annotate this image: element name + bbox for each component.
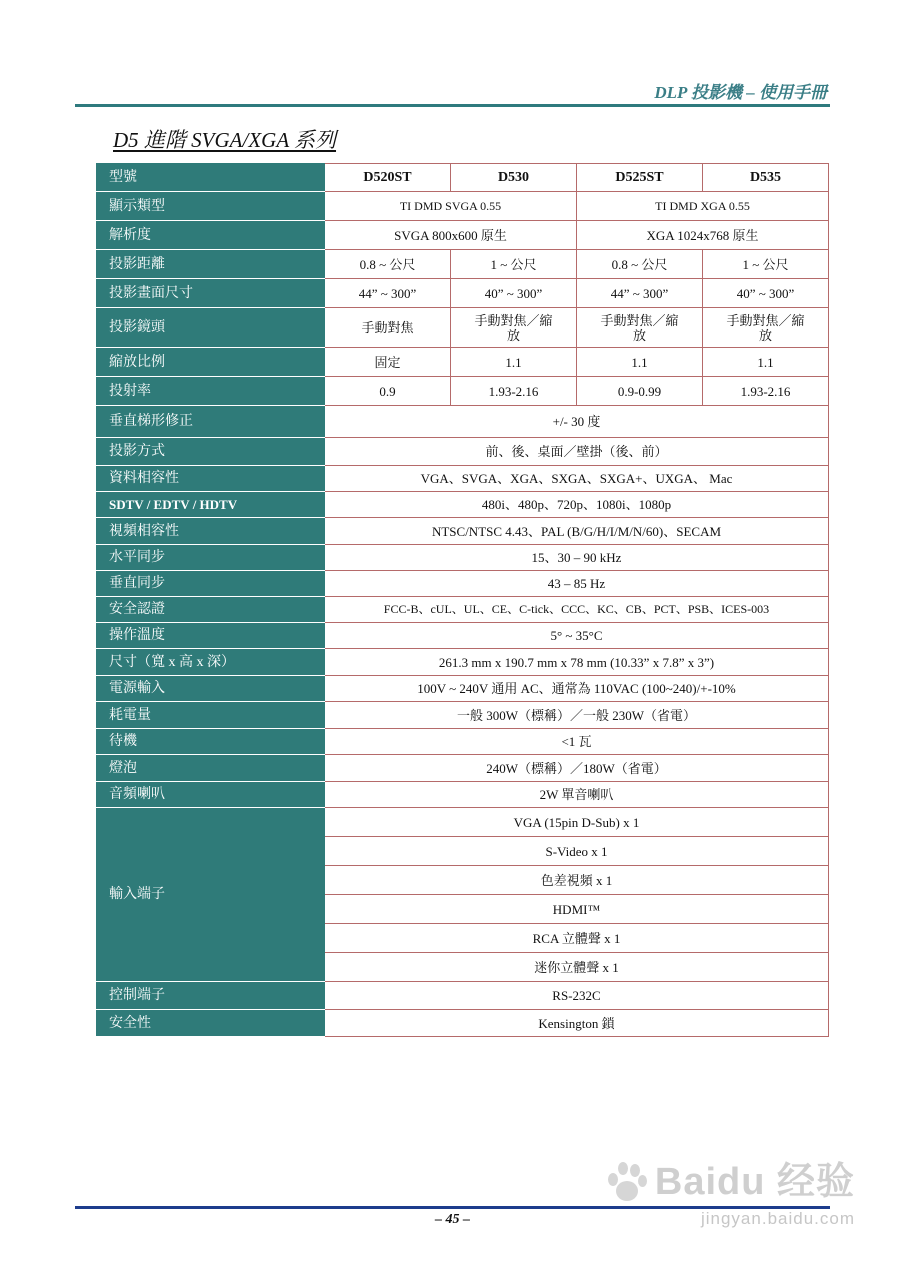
cell-input: S-Video x 1 (325, 837, 829, 866)
cell-zoom: 1.1 (703, 348, 829, 377)
table-row (97, 518, 829, 545)
cell-speaker: 2W 單音喇叭 (325, 782, 829, 808)
table-row (97, 808, 829, 837)
model-header: D530 (451, 164, 577, 192)
cell-power-use: 一般 300W（標稱）／一般 230W（省電） (325, 702, 829, 729)
table-row (97, 571, 829, 597)
cell-screen-size: 44” ~ 300” (577, 279, 703, 308)
row-label-distance: 投影距離 (97, 250, 325, 279)
cell-resolution-xga: XGA 1024x768 原生 (577, 221, 829, 250)
row-label-video-compat: 視頻相容性 (97, 518, 325, 545)
cell-data-compat: VGA、SVGA、XGA、SXGA、SXGA+、UXGA、 Mac (325, 466, 829, 492)
cell-certs: FCC-B、cUL、UL、CE、C-tick、CCC、KC、CB、PCT、PSB、ICES-003 (325, 597, 829, 623)
row-label-display: 顯示類型 (97, 192, 325, 221)
row-label-dimensions: 尺寸（寬 x 高 x 深） (97, 649, 325, 676)
row-label-temp: 操作溫度 (97, 623, 325, 649)
table-row (97, 649, 829, 676)
cell-display-xga: TI DMD XGA 0.55 (577, 192, 829, 221)
table-row (97, 279, 829, 308)
table-row (97, 406, 829, 438)
document-header-title: DLP 投影機 – 使用手冊 (654, 83, 827, 102)
cell-resolution-svga: SVGA 800x600 原生 (325, 221, 577, 250)
cell-lens: 手動對焦／縮放 (577, 308, 703, 348)
cell-zoom: 固定 (325, 348, 451, 377)
row-label-resolution: 解析度 (97, 221, 325, 250)
row-label-control: 控制端子 (97, 982, 325, 1010)
cell-throw: 0.9 (325, 377, 451, 406)
row-label-screen-size: 投影畫面尺寸 (97, 279, 325, 308)
row-label-inputs: 輸入端子 (97, 808, 325, 982)
cell-screen-size: 40” ~ 300” (451, 279, 577, 308)
row-label-security: 安全性 (97, 1010, 325, 1037)
cell-lamp: 240W（標稱）／180W（省電） (325, 755, 829, 782)
cell-lens: 手動對焦／縮放 (451, 308, 577, 348)
table-row (97, 782, 829, 808)
table-row (97, 466, 829, 492)
cell-input: VGA (15pin D-Sub) x 1 (325, 808, 829, 837)
cell-distance: 1 ~ 公尺 (451, 250, 577, 279)
table-row (97, 492, 829, 518)
row-label-power-input: 電源輸入 (97, 676, 325, 702)
cell-screen-size: 44” ~ 300” (325, 279, 451, 308)
table-row (97, 755, 829, 782)
table-row (97, 545, 829, 571)
table-row (97, 438, 829, 466)
row-label-certs: 安全認證 (97, 597, 325, 623)
cell-projection: 前、後、桌面／壁掛（後、前） (325, 438, 829, 466)
table-row (97, 1010, 829, 1037)
table-row (97, 348, 829, 377)
cell-zoom: 1.1 (451, 348, 577, 377)
row-label-data-compat: 資料相容性 (97, 466, 325, 492)
row-label-h-sync: 水平同步 (97, 545, 325, 571)
row-label-model: 型號 (97, 164, 325, 192)
table-row (97, 377, 829, 406)
row-label-v-sync: 垂直同步 (97, 571, 325, 597)
row-label-throw: 投射率 (97, 377, 325, 406)
cell-distance: 0.8 ~ 公尺 (577, 250, 703, 279)
row-label-speaker: 音頻喇叭 (97, 782, 325, 808)
table-row (97, 308, 829, 348)
row-label-standby: 待機 (97, 729, 325, 755)
cell-h-sync: 15、30 – 90 kHz (325, 545, 829, 571)
watermark-brand: Baidu 经验 (654, 1161, 855, 1203)
cell-temp: 5° ~ 35°C (325, 623, 829, 649)
cell-dimensions: 261.3 mm x 190.7 mm x 78 mm (10.33” x 7.8” x 3”) (325, 649, 829, 676)
cell-standby: <1 瓦 (325, 729, 829, 755)
cell-throw: 1.93-2.16 (451, 377, 577, 406)
table-row (97, 221, 829, 250)
cell-distance: 1 ~ 公尺 (703, 250, 829, 279)
table-row (97, 164, 829, 192)
row-label-zoom: 縮放比例 (97, 348, 325, 377)
row-label-projection: 投影方式 (97, 438, 325, 466)
header-divider (75, 104, 830, 107)
cell-keystone: +/- 30 度 (325, 406, 829, 438)
cell-lens: 手動對焦／縮放 (703, 308, 829, 348)
model-header: D525ST (577, 164, 703, 192)
cell-lens: 手動對焦 (325, 308, 451, 348)
page-number: – 45 – (435, 1212, 470, 1227)
cell-input: RCA 立體聲 x 1 (325, 924, 829, 953)
table-row (97, 192, 829, 221)
model-header: D535 (703, 164, 829, 192)
cell-screen-size: 40” ~ 300” (703, 279, 829, 308)
row-label-lamp: 燈泡 (97, 755, 325, 782)
spec-table (96, 163, 829, 1037)
cell-video-compat: NTSC/NTSC 4.43、PAL (B/G/H/I/M/N/60)、SECAM (325, 518, 829, 545)
table-row (97, 982, 829, 1010)
cell-input: HDMI™ (325, 895, 829, 924)
table-row (97, 676, 829, 702)
row-label-power-use: 耗電量 (97, 702, 325, 729)
table-row (97, 623, 829, 649)
cell-v-sync: 43 – 85 Hz (325, 571, 829, 597)
cell-distance: 0.8 ~ 公尺 (325, 250, 451, 279)
cell-security: Kensington 鎖 (325, 1010, 829, 1037)
table-row (97, 597, 829, 623)
row-label-lens: 投影鏡頭 (97, 308, 325, 348)
paw-icon (604, 1159, 650, 1205)
model-header: D520ST (325, 164, 451, 192)
row-label-keystone: 垂直梯形修正 (97, 406, 325, 438)
cell-input: 迷你立體聲 x 1 (325, 953, 829, 982)
watermark-url: jingyan.baidu.com (700, 1209, 855, 1228)
cell-zoom: 1.1 (577, 348, 703, 377)
cell-control: RS-232C (325, 982, 829, 1010)
cell-throw: 1.93-2.16 (703, 377, 829, 406)
cell-display-svga: TI DMD SVGA 0.55 (325, 192, 577, 221)
row-label-sdtv: SDTV / EDTV / HDTV (97, 492, 325, 518)
cell-throw: 0.9-0.99 (577, 377, 703, 406)
cell-sdtv: 480i、480p、720p、1080i、1080p (325, 492, 829, 518)
table-row (97, 702, 829, 729)
cell-input: 色差視頻 x 1 (325, 866, 829, 895)
footer-divider (75, 1206, 830, 1209)
section-title: D5 進階 SVGA/XGA 系列 (113, 128, 337, 152)
table-row (97, 250, 829, 279)
table-row (97, 729, 829, 755)
cell-power-input: 100V ~ 240V 通用 AC、通常為 110VAC (100~240)/+-10% (325, 676, 829, 702)
